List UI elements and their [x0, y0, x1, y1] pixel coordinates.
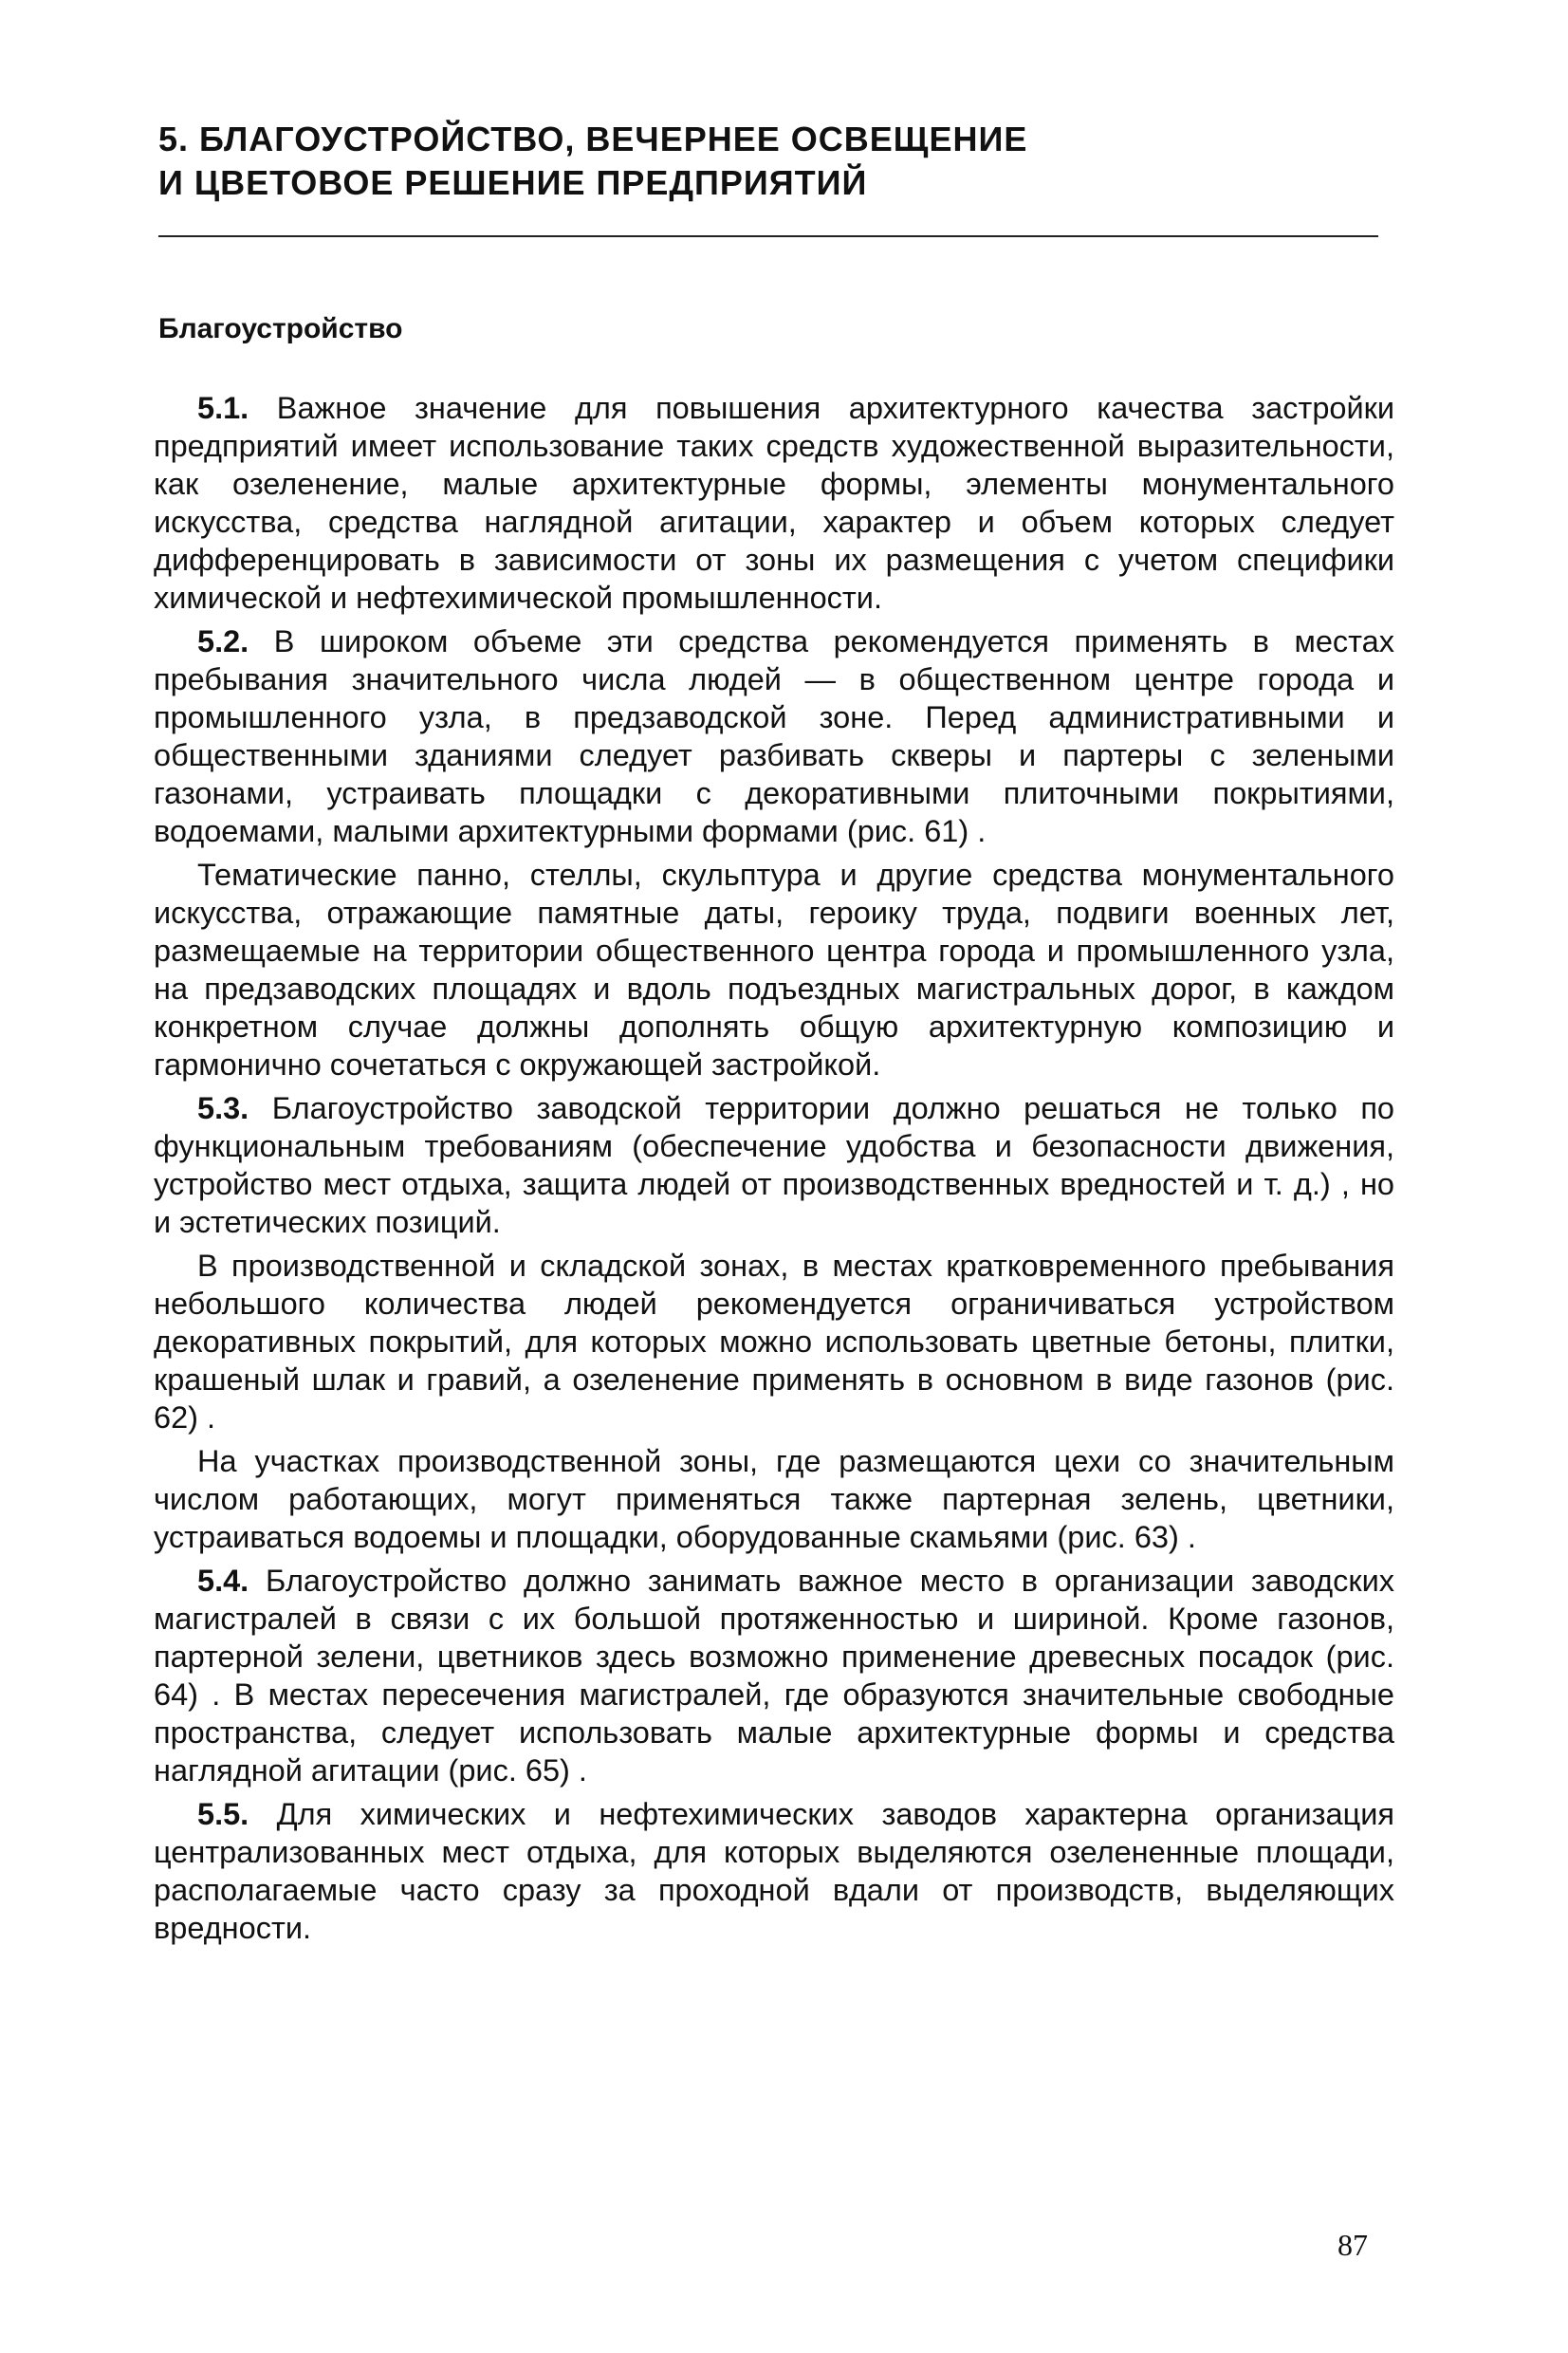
paragraph-text: Для химических и нефтехимических заводов характерна организация централизованных мест отдыха, для которых выделяются озелененные площади, располагаемые часто сразу за проходной вдали от производств, выделяющих вредности.	[154, 1797, 1394, 1945]
body-text	[154, 389, 1394, 1953]
paragraph-5-4	[154, 1562, 1394, 1789]
chapter-title	[158, 118, 1392, 205]
paragraph-text: На участках производственной зоны, где размещаются цехи со значительным числом работающих, могут применяться также партерная зелень, цветники, устраиваться водоемы и площадки, оборудованные скамьями (рис. 63) .	[154, 1444, 1394, 1554]
chapter-title-line-1: 5. БЛАГОУСТРОЙСТВО, ВЕЧЕРНЕЕ ОСВЕЩЕНИЕ	[158, 120, 1028, 158]
paragraph-number: 5.4.	[197, 1564, 249, 1598]
paragraph-text: В производственной и складской зонах, в местах кратковременного пребывания небольшого количества людей рекомендуется ограничиваться устройством декоративных покрытий, для которых можно использовать цветные бетоны, плитки, крашеный шлак и гравий, а озеленение применять в основном в виде газонов (рис. 62) .	[154, 1249, 1394, 1435]
paragraph-5-5	[154, 1795, 1394, 1947]
paragraph-monumental-art	[154, 856, 1394, 1084]
chapter-title-line-2: И ЦВЕТОВОЕ РЕШЕНИЕ ПРЕДПРИЯТИЙ	[158, 163, 868, 202]
paragraph-number: 5.3.	[197, 1091, 249, 1125]
paragraph-5-1	[154, 389, 1394, 617]
paragraph-text: Благоустройство заводской территории должно решаться не только по функциональным требованиям (обеспечение удобства и безопасности движения, устройство мест отдыха, защита людей от производственных вредностей и т. д.) , но и эстетических позиций.	[154, 1091, 1394, 1239]
paragraph-text: Важное значение для повышения архитектурного качества застройки предприятий имеет использование таких средств художественной выразительности, как озеленение, малые архитектурные формы, элементы монументального искусства, средства наглядной агитации, характер и объем которых следует дифференцировать в зависимости от зоны их размещения с учетом специфики химической и нефтехимической промышленности.	[154, 391, 1394, 615]
paragraph-number: 5.5.	[197, 1797, 249, 1831]
paragraph-5-2	[154, 622, 1394, 850]
paragraph-number: 5.1.	[197, 391, 249, 425]
paragraph-5-3	[154, 1089, 1394, 1241]
page-number: 87	[1337, 2228, 1368, 2262]
paragraph-text: В широком объеме эти средства рекомендуется применять в местах пребывания значительного числа людей — в общественном центре города и промышленного узла, в предзаводской зоне. Перед административными и общественными зданиями следует разбивать скверы и партеры с зелеными газонами, устраивать площадки с декоративными плиточными покрытиями, водоемами, малыми архитектурными формами (рис. 61) .	[154, 624, 1394, 848]
paragraph-production-zones	[154, 1247, 1394, 1436]
paragraph-text: Тематические панно, стеллы, скульптура и другие средства монументального искусства, отражающие памятные даты, героику труда, подвиги военных лет, размещаемые на территории общественного центра города и промышленного узла, на предзаводских площадях и вдоль подъездных магистральных дорог, в каждом конкретном случае должны дополнять общую архитектурную композицию и гармонично сочетаться с окружающей застройкой.	[154, 858, 1394, 1082]
title-divider	[158, 235, 1378, 237]
section-heading: Благоустройство	[158, 313, 403, 344]
paragraph-number: 5.2.	[197, 624, 249, 658]
paragraph-text: Благоустройство должно занимать важное место в организации заводских магистралей в связи с их большой протяженностью и шириной. Кроме газонов, партерной зелени, цветников здесь возможно применение древесных посадок (рис. 64) . В местах пересечения магистралей, где образуются значительные свободные пространства, следует использовать малые архитектурные формы и средства наглядной агитации (рис. 65) .	[154, 1564, 1394, 1788]
paragraph-production-areas	[154, 1442, 1394, 1556]
